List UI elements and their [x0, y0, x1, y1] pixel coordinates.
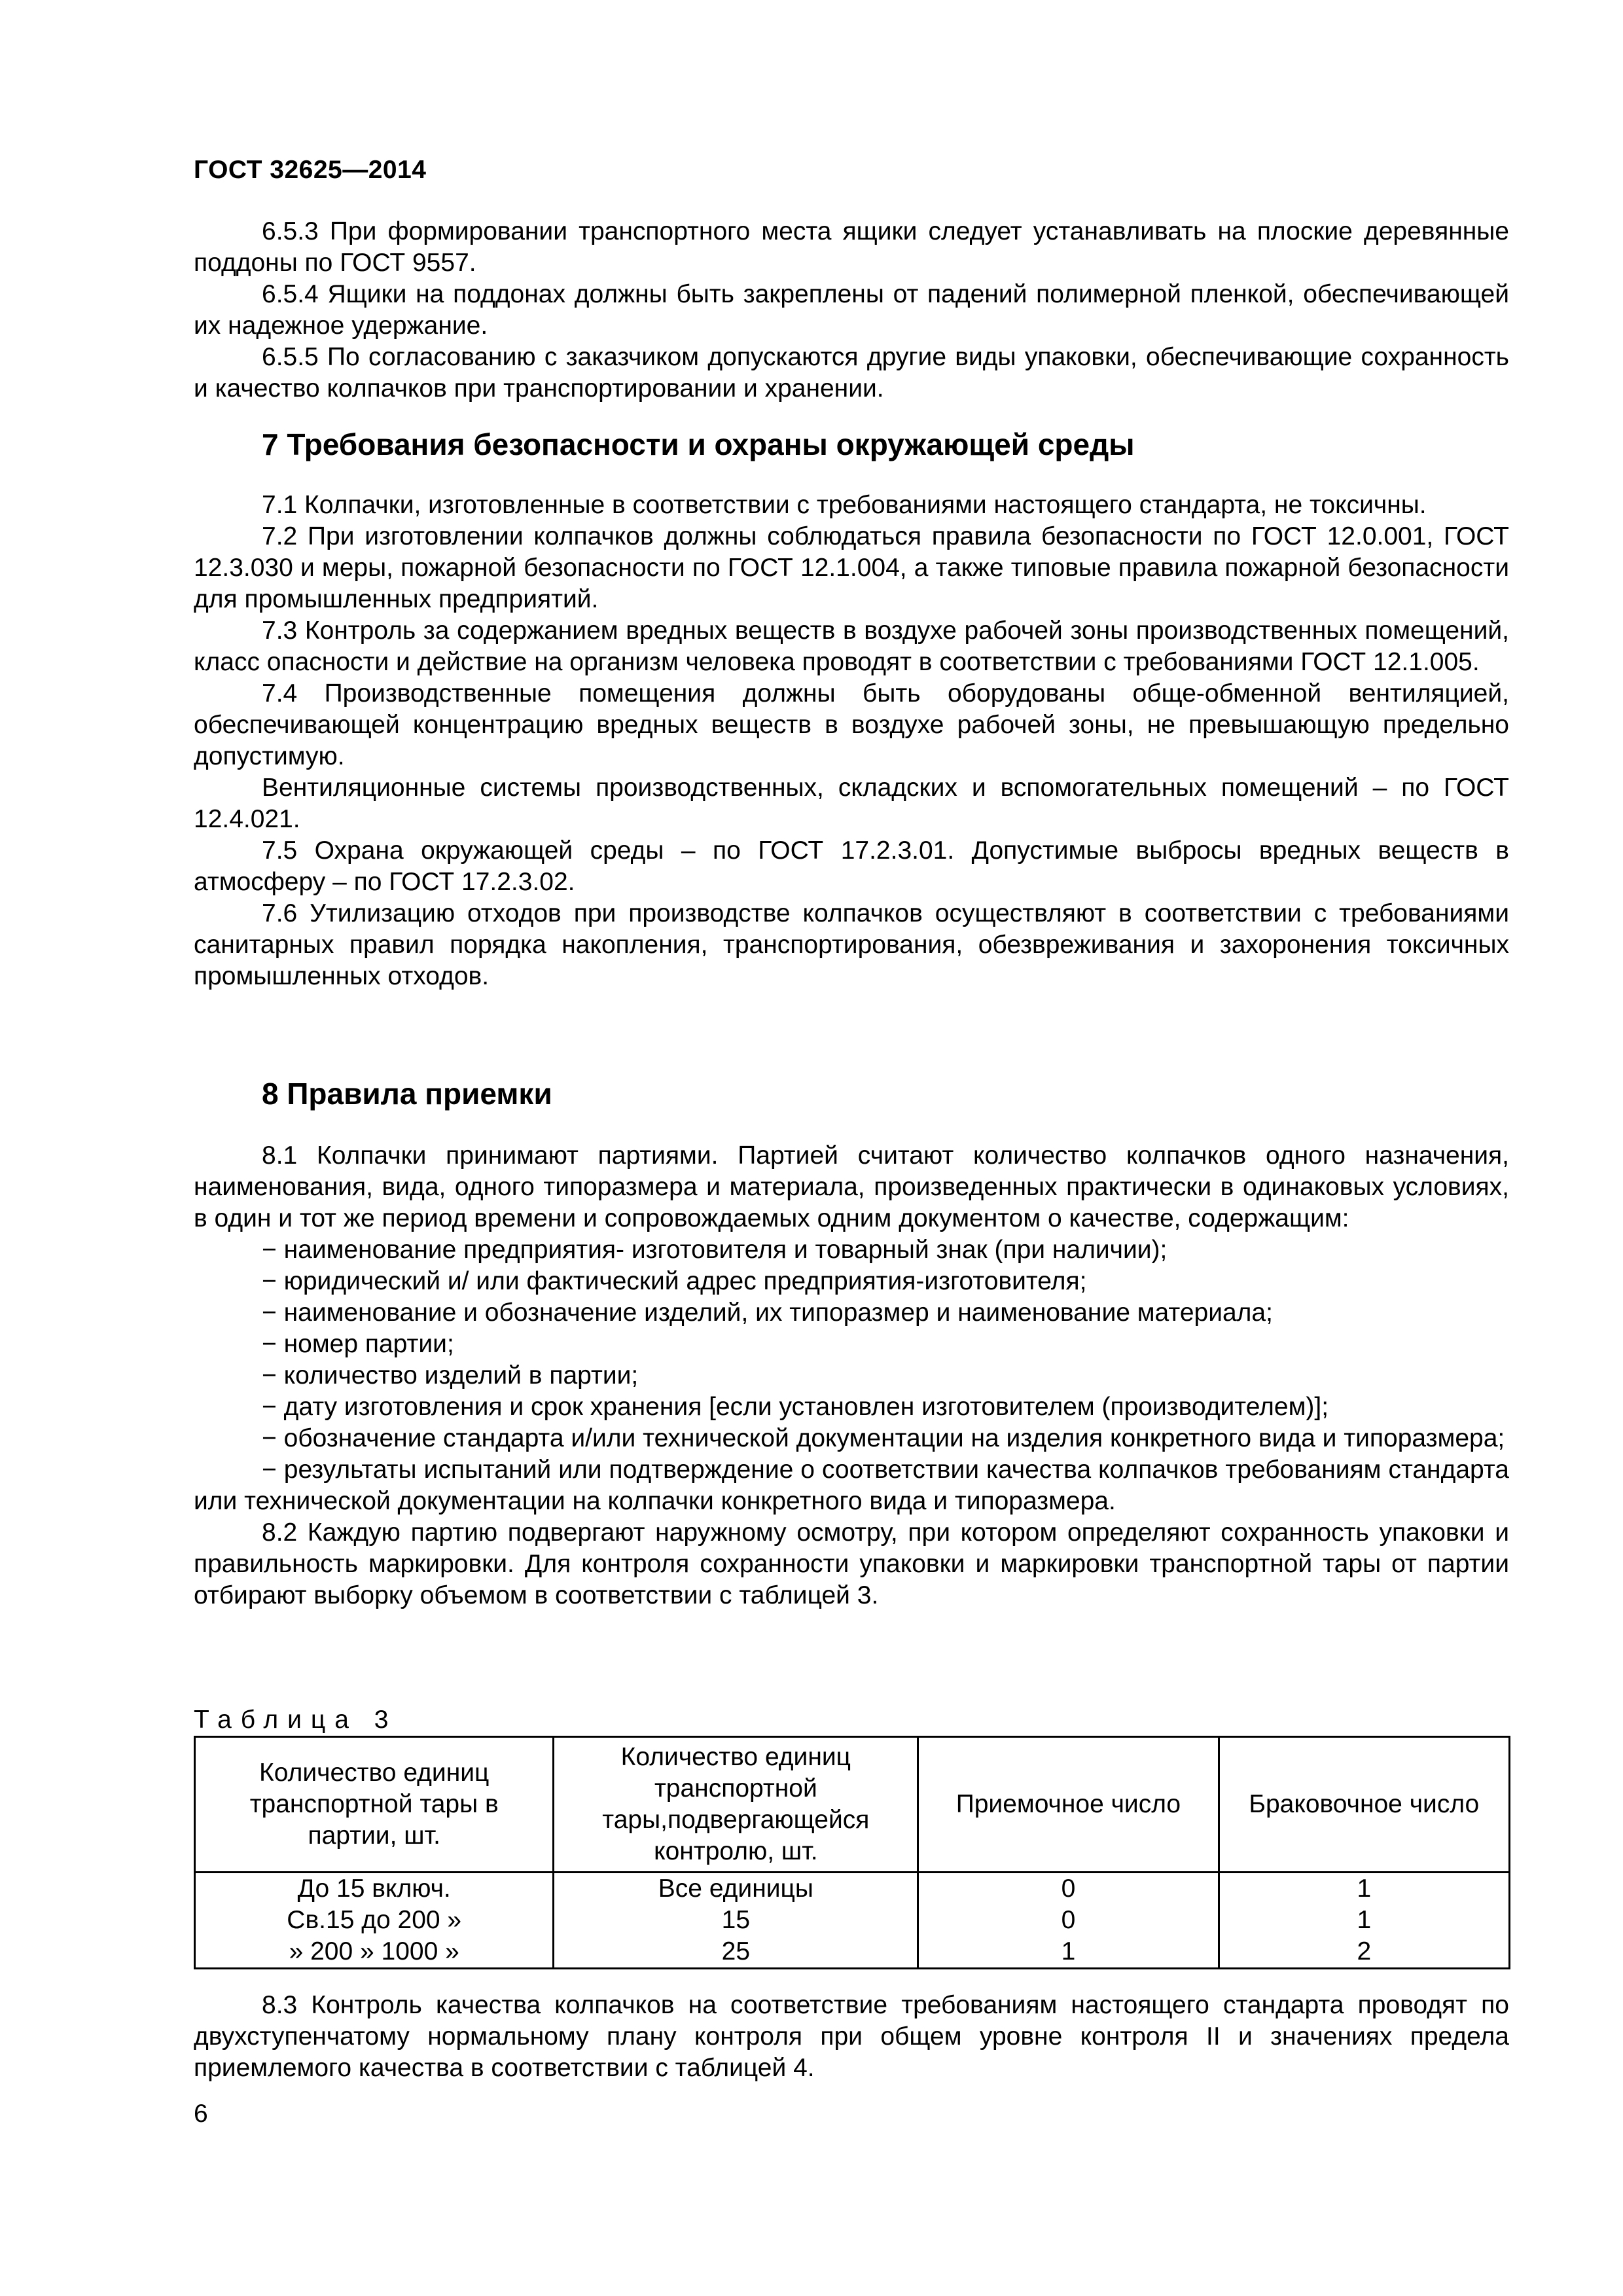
table-row: [195, 1905, 1510, 1936]
paragraph-8-3: 8.3 Контроль качества колпачков на соответствие требованиям настоящего стандарта проводят по двухступенчатому нормальному плану контроля при общем уровне контроля II и значениях предела приемлемого качества в соответствии с таблицей 4.: [194, 1991, 1509, 2082]
table-cell: 1: [1219, 1905, 1509, 1936]
table-cell: » 200 » 1000 »: [195, 1936, 554, 1969]
list-item: − обозначение стандарта и/или технической документации на изделия конкретного вида и типоразмера;: [262, 1424, 1505, 1452]
table-cell: 25: [554, 1936, 918, 1969]
paragraph-7-1: 7.1 Колпачки, изготовленные в соответствии с требованиями настоящего стандарта, не токсичны.: [262, 491, 1427, 519]
table-row: [195, 1936, 1510, 1969]
table-cell: 2: [1219, 1936, 1509, 1969]
list-item: − юридический и/ или фактический адрес предприятия-изготовителя;: [262, 1267, 1087, 1295]
list-item: − наименование и обозначение изделий, их типоразмер и наименование материала;: [262, 1299, 1273, 1327]
table-header-row: [195, 1737, 1510, 1873]
section-7-heading: 7 Требования безопасности и охраны окружающей среды: [262, 427, 1135, 461]
table-header-sample-size: Количество единиц транспортной тары,подвергающейся контролю, шт.: [554, 1737, 918, 1873]
paragraph-7-6: 7.6 Утилизацию отходов при производстве колпачков осуществляют в соответствии с требованиями санитарных правил порядка накопления, транспортирования, обезвреживания и захоронения токсичных промышленных отходов.: [194, 899, 1509, 990]
table-header-rejection-number: Браковочное число: [1219, 1737, 1509, 1873]
table-cell: 15: [554, 1905, 918, 1936]
paragraph-6-5-3: 6.5.3 При формировании транспортного места ящики следует устанавливать на плоские деревянные поддоны по ГОСТ 9557.: [194, 217, 1509, 277]
paragraph-6-5-5: 6.5.5 По согласованию с заказчиком допускаются другие виды упаковки, обеспечивающие сохранность и качество колпачков при транспортировании и хранении.: [194, 343, 1509, 403]
table-header-acceptance-number: Приемочное число: [918, 1737, 1219, 1873]
paragraph-7-2: 7.2 При изготовлении колпачков должны соблюдаться правила безопасности по ГОСТ 12.0.001, ГОСТ 12.3.030 и меры, пожарной безопасности по ГОСТ 12.1.004, а также типовые правила пожарной безопасности для промышленных предприятий.: [194, 522, 1509, 613]
section-8-heading: 8 Правила приемки: [262, 1077, 552, 1111]
table-cell: Св.15 до 200 »: [195, 1905, 554, 1936]
section-7-text: [194, 490, 1509, 992]
paragraph-7-3: 7.3 Контроль за содержанием вредных веществ в воздухе рабочей зоны производственных помещений, класс опасности и действие на организм человека проводят в соответствии с требованиями ГОСТ 12.1.005.: [194, 617, 1509, 676]
paragraph-7-4-ventilation: Вентиляционные системы производственных, складских и вспомогательных помещений – по ГОСТ 12.4.021.: [194, 774, 1509, 833]
list-item: − наименование предприятия- изготовителя и товарный знак (при наличии);: [262, 1236, 1168, 1264]
section-8-text: [194, 1140, 1509, 1611]
table-header-lot-size: Количество единиц транспортной тары в партии, шт.: [195, 1737, 554, 1873]
paragraph-7-5: 7.5 Охрана окружающей среды – по ГОСТ 17.2.3.01. Допустимые выбросы вредных веществ в атмосферу – по ГОСТ 17.2.3.02.: [194, 836, 1509, 896]
table-cell: 1: [918, 1936, 1219, 1969]
table-cell: 1: [1219, 1873, 1509, 1905]
list-item: − результаты испытаний или подтверждение о соответствии качества колпачков требованиям стандарта или технической документации на колпачки конкретного вида и типоразмера.: [194, 1456, 1509, 1515]
table-cell: До 15 включ.: [195, 1873, 554, 1905]
acceptance-table: [194, 1736, 1510, 1969]
list-item: − дату изготовления и срок хранения [если установлен изготовителем (производителем)];: [262, 1393, 1329, 1421]
list-item: − номер партии;: [262, 1330, 454, 1358]
page-number: 6: [194, 2100, 208, 2128]
paragraph-8-1: 8.1 Колпачки принимают партиями. Партией считают количество колпачков одного назначения, наименования, вида, одного типоразмера и материала, произведенных практически в одинаковых условиях, в один и тот же период времени и сопровождаемых одним документом о качестве, содержащим:: [194, 1141, 1509, 1232]
table-cell: 0: [918, 1873, 1219, 1905]
paragraph-8-2: 8.2 Каждую партию подвергают наружному осмотру, при котором определяют сохранность упаковки и правильность маркировки. Для контроля сохранности упаковки и маркировки транспортной тары от партии отбирают выборку объемом в соответствии с таблицей 3.: [194, 1518, 1509, 1609]
table-row: [195, 1873, 1510, 1905]
section-6-text: [194, 216, 1509, 404]
section-8-3-text: [194, 1990, 1509, 2084]
list-item: − количество изделий в партии;: [262, 1361, 639, 1390]
paragraph-7-4: 7.4 Производственные помещения должны быть оборудованы обще-обменной вентиляцией, обеспечивающей концентрацию вредных веществ в воздухе рабочей зоны, не превышающую предельно допустимую.: [194, 679, 1509, 770]
table-caption: Таблица 3: [194, 1706, 398, 1734]
document-code: ГОСТ 32625—2014: [194, 156, 427, 184]
paragraph-6-5-4: 6.5.4 Ящики на поддонах должны быть закреплены от падений полимерной пленкой, обеспечивающей их надежное удержание.: [194, 280, 1509, 340]
table-cell: 0: [918, 1905, 1219, 1936]
table-cell: Все единицы: [554, 1873, 918, 1905]
